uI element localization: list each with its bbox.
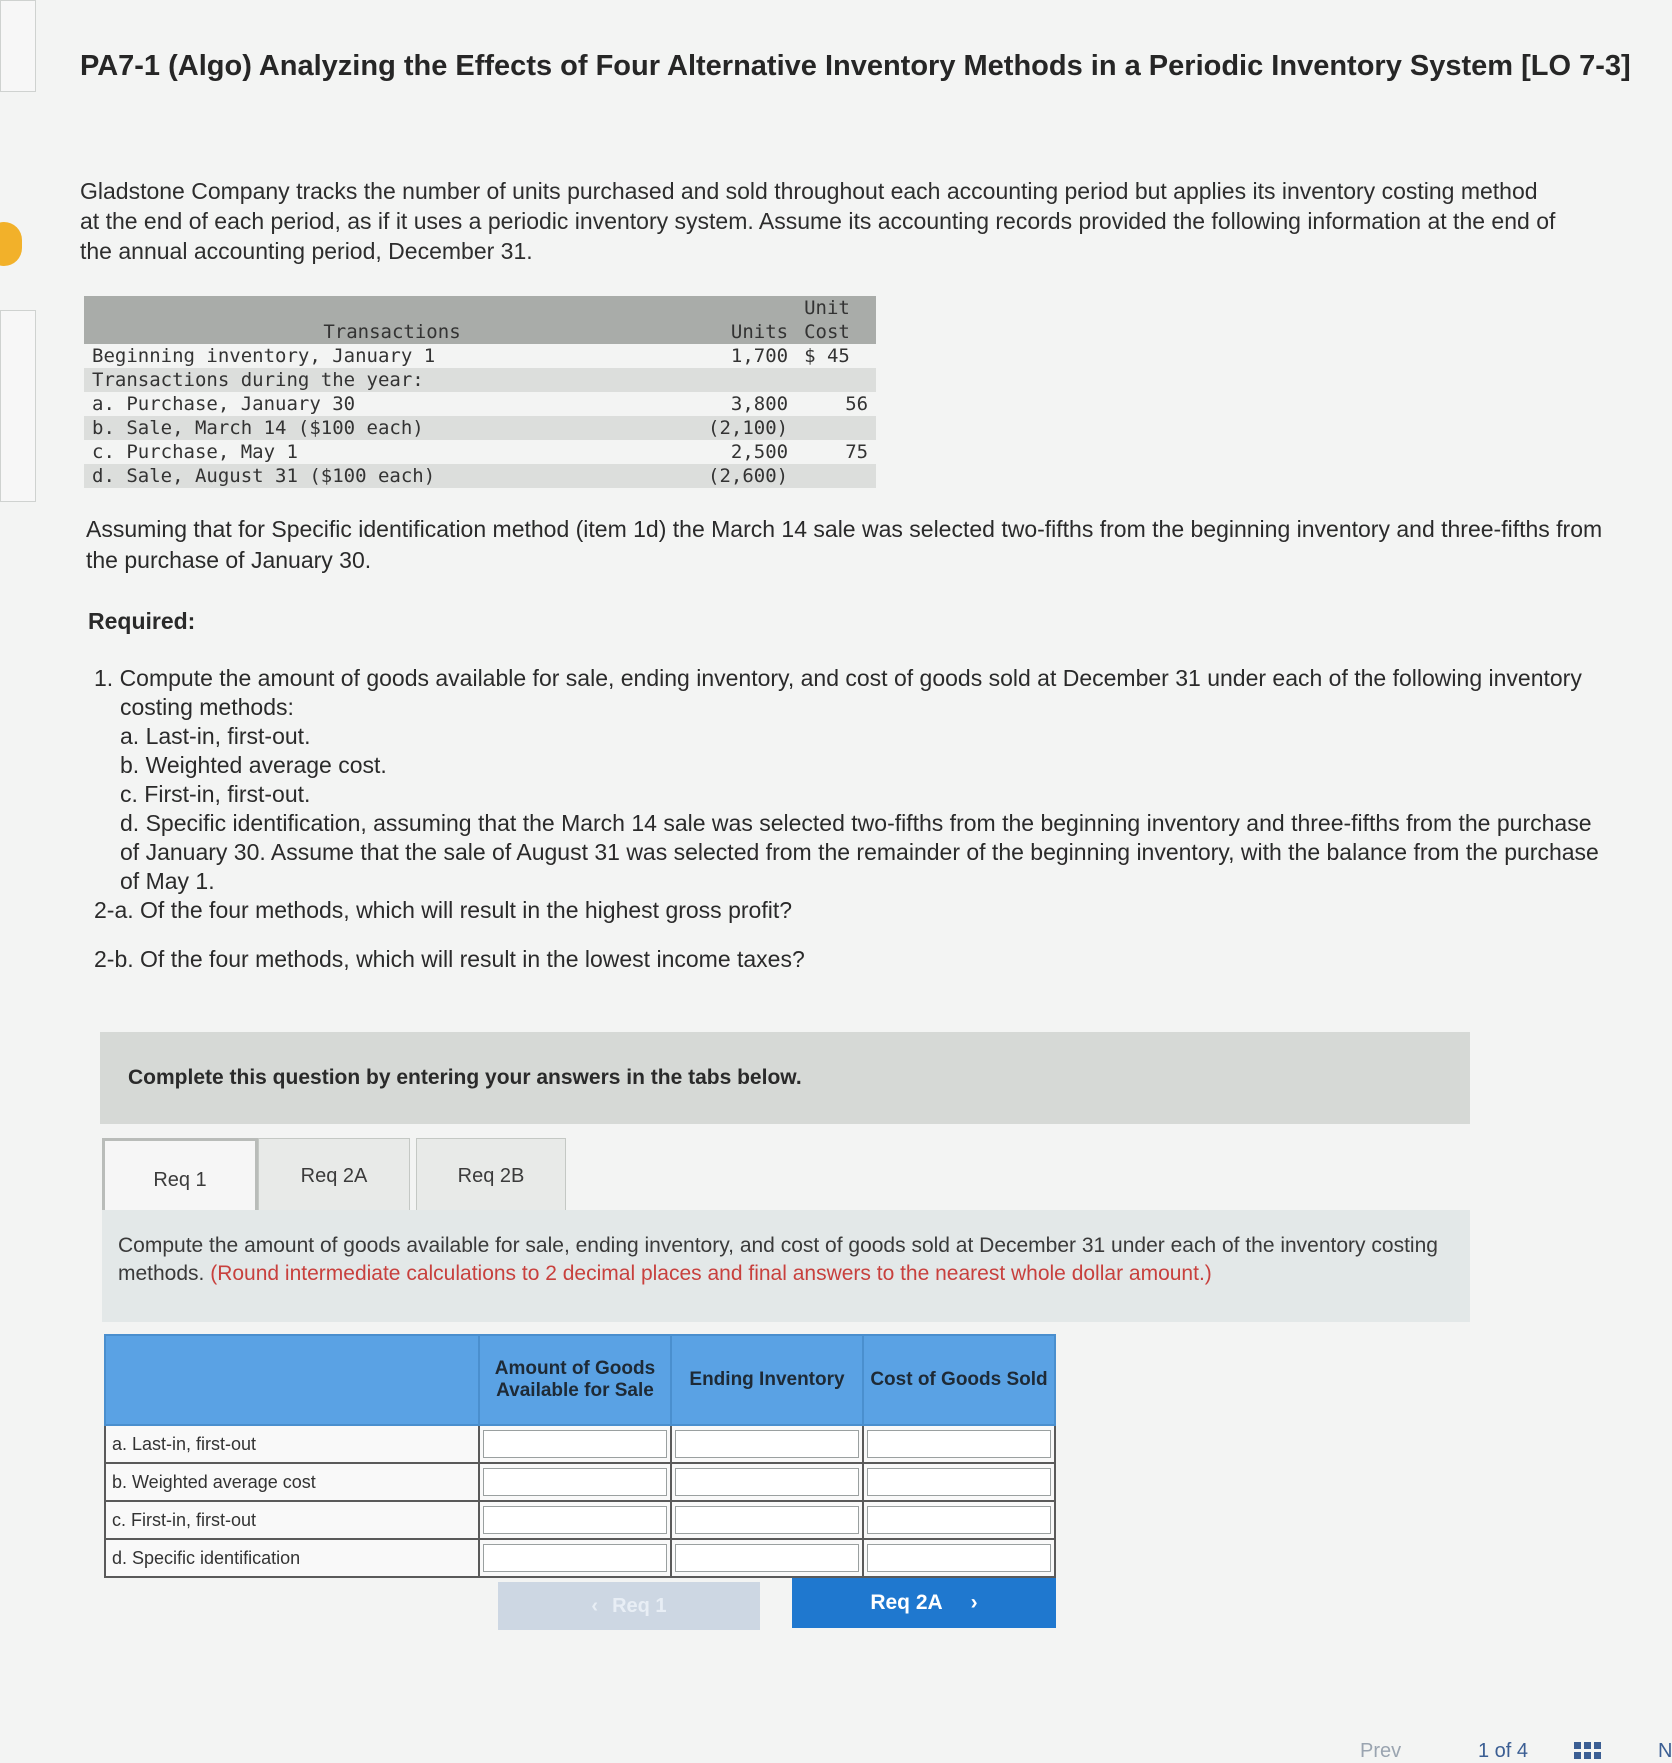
footer-page-indicator: 1 of 4 — [1478, 1740, 1529, 1762]
row-cost — [796, 368, 876, 392]
ending-inventory-cell — [671, 1539, 863, 1577]
answer-table — [104, 1334, 1056, 1578]
lifo-cogs-input[interactable] — [867, 1430, 1051, 1458]
table-row — [84, 368, 876, 392]
instruction-box — [102, 1210, 1470, 1322]
answer-row-label: a. Last-in, first-out — [105, 1425, 479, 1463]
cogs-cell — [863, 1463, 1055, 1501]
row-units: 3,800 — [730, 393, 789, 415]
header-goods-available: Amount of Goods Available for Sale — [479, 1335, 671, 1425]
next-req-label: Req 2A — [870, 1591, 943, 1614]
row-label: d. Sale, August 31 ($100 each) — [84, 464, 700, 488]
chevron-right-icon: › — [970, 1591, 978, 1614]
header-units: Units — [700, 296, 796, 344]
fifo-cogs-input[interactable] — [867, 1506, 1051, 1534]
rail-box — [0, 0, 36, 92]
row-units: 2,500 — [730, 441, 789, 463]
cogs-cell — [863, 1425, 1055, 1463]
answer-row-label: b. Weighted average cost — [105, 1463, 479, 1501]
assumption-text: Assuming that for Specific identification method (item 1d) the March 14 sale was selected two-fifths from the beginning inventory and three-fifths from the purchase of January 30. — [86, 516, 1603, 573]
rail-box — [0, 310, 36, 502]
tab-req-2b[interactable]: Req 2B — [416, 1138, 566, 1214]
goods-available-cell — [479, 1463, 671, 1501]
goods-available-cell — [479, 1501, 671, 1539]
chevron-left-icon: ‹ — [591, 1594, 599, 1617]
answer-row-label: d. Specific identification — [105, 1539, 479, 1577]
specific-cogs-input[interactable] — [867, 1544, 1051, 1572]
answer-row-fifo — [105, 1501, 1055, 1539]
row-units: 1,700 — [730, 345, 789, 367]
instruction-rounding-note: (Round intermediate calculations to 2 decimal places and final answers to the nearest whole dollar amount.) — [210, 1262, 1212, 1285]
table-row — [84, 416, 876, 440]
grid-icon[interactable] — [1574, 1742, 1602, 1760]
required-item-2a: 2-a. Of the four methods, which will result in the highest gross profit? — [94, 897, 792, 923]
header-unit-cost-line2: Cost — [804, 321, 850, 343]
fifo-ending-inventory-input[interactable] — [675, 1506, 859, 1534]
required-item-1d: d. Specific identification, assuming that the March 14 sale was selected two-fifths from the beginning inventory and three-fifths from the purchase of January 30. Assume that the sale of August 31 was selected from the remainder of the beginning inventory, with the balance from the purchase of May 1. — [120, 810, 1599, 894]
row-label: Transactions during the year: — [84, 368, 700, 392]
specific-goods-available-input[interactable] — [483, 1544, 667, 1572]
row-cost: $ 45 — [804, 345, 850, 367]
panel-instruction: Complete this question by entering your answers in the tabs below. — [128, 1066, 802, 1089]
page-title: PA7-1 (Algo) Analyzing the Effects of Four Alternative Inventory Methods in a Periodic Inventory System [LO 7-3] — [80, 50, 1631, 82]
prev-req-button[interactable] — [498, 1582, 760, 1630]
footer-next-link[interactable]: N — [1658, 1740, 1672, 1762]
footer-prev-link[interactable]: Prev — [1360, 1740, 1402, 1762]
specific-ending-inventory-input[interactable] — [675, 1544, 859, 1572]
header-unit-cost-line1: Unit — [804, 297, 850, 319]
tab-req-1[interactable]: Req 1 — [102, 1138, 258, 1219]
instruction-main: Compute the amount of goods available for sale, ending inventory, and cost of goods sold at December 31 under each of the inventory costing methods. — [118, 1234, 1438, 1285]
answer-header-blank — [105, 1335, 479, 1425]
row-units: (2,600) — [700, 464, 796, 488]
required-item-2b: 2-b. Of the four methods, which will result in the lowest income taxes? — [94, 946, 805, 972]
next-req-button[interactable] — [792, 1578, 1056, 1628]
fifo-goods-available-input[interactable] — [483, 1506, 667, 1534]
table-header-row — [84, 296, 876, 344]
lifo-goods-available-input[interactable] — [483, 1430, 667, 1458]
required-item-1b: b. Weighted average cost. — [120, 752, 387, 778]
row-cost — [796, 416, 876, 440]
row-units: (2,100) — [700, 416, 796, 440]
weighted-goods-available-input[interactable] — [483, 1468, 667, 1496]
weighted-cogs-input[interactable] — [867, 1468, 1051, 1496]
goods-available-cell — [479, 1539, 671, 1577]
answer-row-weighted-average — [105, 1463, 1055, 1501]
required-heading: Required: — [88, 608, 196, 634]
answer-header-row — [105, 1335, 1055, 1425]
required-item-1a: a. Last-in, first-out. — [120, 723, 311, 749]
required-item-1: 1. Compute the amount of goods available for sale, ending inventory, and cost of goods sold at December 31 under each of the following inventory costing methods: — [94, 665, 1582, 720]
transactions-table — [84, 296, 876, 488]
row-label: a. Purchase, January 30 — [92, 393, 356, 415]
row-label: b. Sale, March 14 ($100 each) — [84, 416, 700, 440]
required-item-1c: c. First-in, first-out. — [120, 781, 311, 807]
header-unit-cost — [796, 296, 876, 344]
table-row — [84, 392, 876, 416]
ending-inventory-cell — [671, 1425, 863, 1463]
left-rail — [0, 0, 36, 1762]
answer-panel-header — [100, 1032, 1470, 1124]
weighted-ending-inventory-input[interactable] — [675, 1468, 859, 1496]
required-list — [94, 664, 1614, 974]
goods-available-cell — [479, 1425, 671, 1463]
row-cost — [796, 464, 876, 488]
cogs-cell — [863, 1539, 1055, 1577]
intro-text: Gladstone Company tracks the number of units purchased and sold throughout each accounting period but applies its inventory costing method at the end of each period, as if it uses a periodic inventory system. Assume its accounting records provided the following information at the end of the annual accounting period, December 31. — [80, 178, 1556, 264]
ending-inventory-cell — [671, 1501, 863, 1539]
row-units — [700, 368, 796, 392]
cogs-cell — [863, 1501, 1055, 1539]
table-row — [84, 464, 876, 488]
header-ending-inventory: Ending Inventory — [671, 1335, 863, 1425]
ending-inventory-cell — [671, 1463, 863, 1501]
answer-row-specific-id — [105, 1539, 1055, 1577]
header-cogs: Cost of Goods Sold — [863, 1335, 1055, 1425]
tab-req-2a[interactable]: Req 2A — [258, 1138, 410, 1214]
row-cost: 56 — [845, 393, 869, 415]
table-row — [84, 344, 876, 368]
answer-row-label: c. First-in, first-out — [105, 1501, 479, 1539]
prev-req-label: Req 1 — [612, 1594, 667, 1617]
lifo-ending-inventory-input[interactable] — [675, 1430, 859, 1458]
question-status-badge[interactable] — [0, 222, 22, 266]
instruction-text — [118, 1232, 1458, 1288]
row-cost: 75 — [845, 441, 869, 463]
row-label: Beginning inventory, January 1 — [92, 345, 436, 367]
row-label: c. Purchase, May 1 — [92, 441, 298, 463]
answer-row-lifo — [105, 1425, 1055, 1463]
table-row — [84, 440, 876, 464]
header-transactions: Transactions — [84, 296, 700, 344]
